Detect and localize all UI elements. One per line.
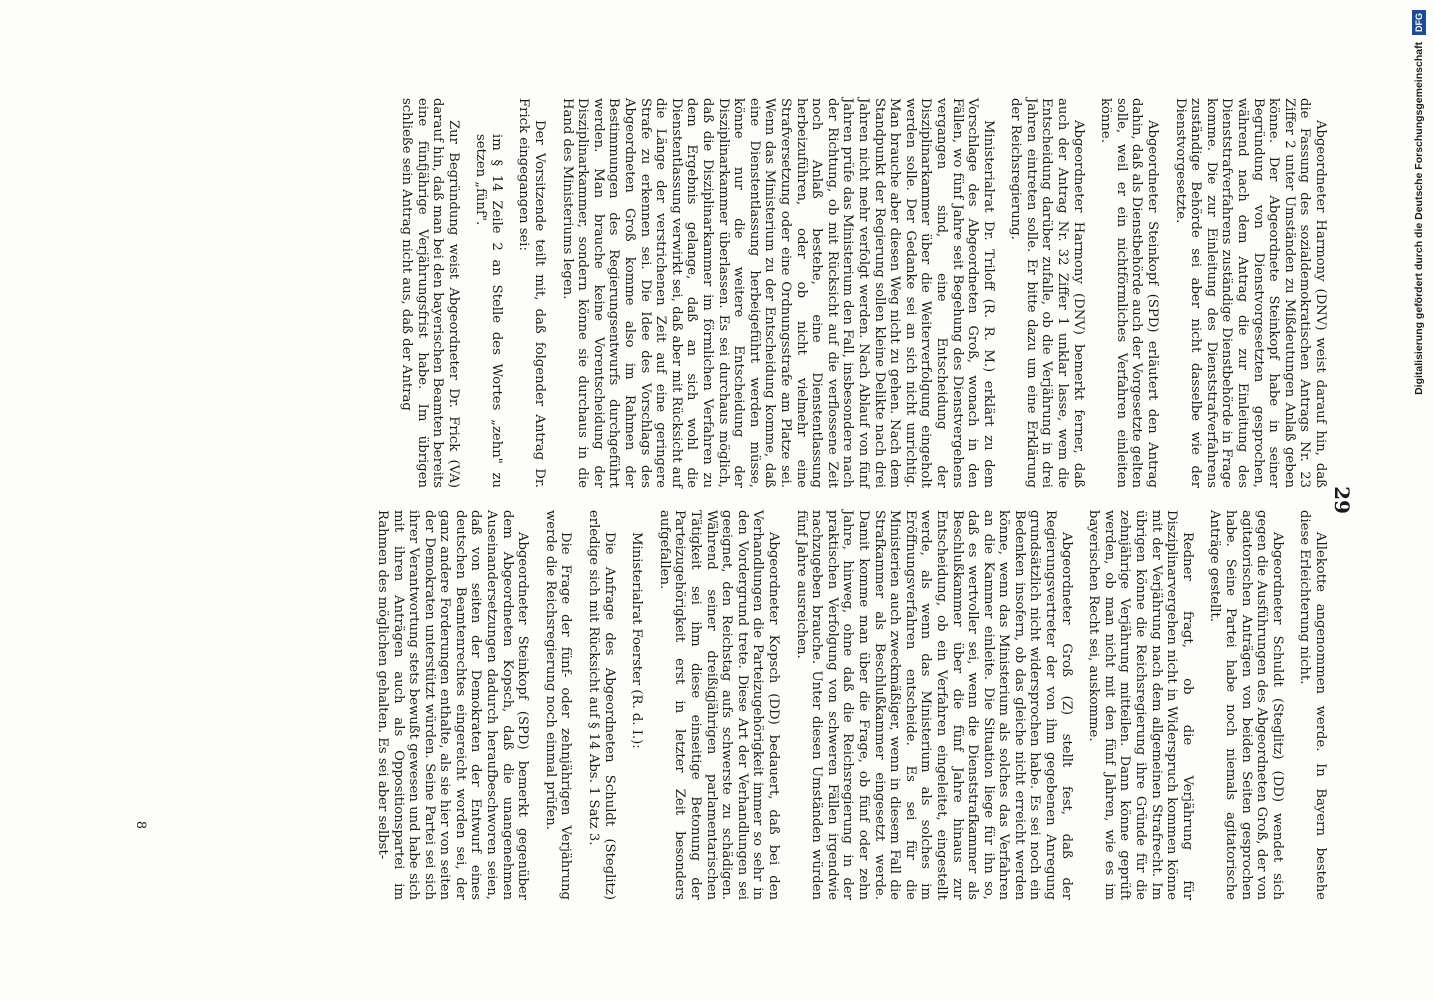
paragraph: Die Frage der fünf- oder zehnjährigen Verjährung werde die Reichsregierung noch einmal prüfen. <box>542 510 574 900</box>
quoted-motion: im § 14 Zeile 2 an Stelle des Wortes „zehn" zu setzen „fünf". <box>473 134 504 488</box>
paragraph: Abgeordneter Schuldt (Steglitz) (DD) wendet sich gegen die Ausführungen des Abgeordneten Groß, der von agitatorischen Anträgen von beiden Seiten gesprochen habe. Seine Partei habe noch niemals agitatorische Anträge gestellt. <box>1207 510 1285 900</box>
dfg-logo: DFG <box>1412 10 1426 35</box>
paragraph: Ministerialrat Foerster (R. d. I.): <box>629 532 645 749</box>
paragraph: Zur Begründung weist Abgeordneter Dr. Frick (VA) darauf hin, daß man bei den bayerischen Beamten bereits eine fünfjährige Verjährungsfrist habe. Im übrigen schließe sein Antrag nicht aus, daß der Antrag <box>398 98 461 488</box>
paragraph: Die Anfrage des Abgeordneten Schuldt (Steglitz) erledige sich mit Rücksicht auf § 14 Abs. 1 Satz 3. <box>586 510 617 900</box>
left-column <box>386 98 1328 488</box>
paragraph: Allekotte angenommen werde. In Bayern bestehe diese Erleichterung nicht. <box>1297 510 1328 900</box>
signature-mark: 8 <box>133 820 148 830</box>
right-column <box>362 510 1328 900</box>
paragraph: Ministerialrat Dr. Triloff (R. R. M.) erklärt zu dem Vorschlage des Abgeordneten Groß, wonach in den Fällen, wo fünf Jahre seit Begehung des Dienstvergehens vergangen sind, eine Entscheidung der Disziplinarkammer über die Weiterverfolgung eingeholt werden solle. Der Gedanke sei an sich nicht unrichtig. Man brauche aber diesen Weg nicht zu gehen. Nach dem Standpunkt der Regierung sollen kleine Delikte nach drei Jahren nicht mehr verfolgt werden. Nach Ablauf von fünf Jahren prüfe das Ministerium den Fall, insbesondere nach der Richtung, ob mit Rücksicht auf die verflossene Zeit noch Anlaß bestehe, eine Dienstentlassung herbeizuführen, oder ob nicht vielmehr eine Strafversetzung oder eine Ordnungsstrafe am Platze sei. Wenn das Ministerium zu der Entscheidung komme, daß eine Dienstentlassung herbeigeführt werden müsse, könne nur die weitere Entscheidung der Disziplinarkammer überlassen. Es sei durchaus möglich, daß die Disziplinarkammer im förmlichen Verfahren zu dem Ergebnis gelange, daß an sich wohl die Dienstentlassung verwirkt sei, daß aber mit Rücksicht auf die Länge der verstrichenen Zeit auf eine geringere Strafe zu erkennen sei. Die Idee des Vorschlags des Abgeordneten Groß komme also im Rahmen der Bestimmungen des Regierungsentwurfs durchgeführt werden. Man brauche keine Vorentscheidung der Disziplinarkammer, sondern könne sie durchaus in die Hand des Ministeriums legen. <box>559 98 996 488</box>
paragraph: Abgeordneter Groß (Z) stellt fest, daß der Regierungsvertreter der von ihm gegebenen Anregung grundsätzlich nicht widersprochen habe. Es sei noch ein Bedenken insofern, ob das gleiche nicht erreicht werden könne, wenn das Ministerium als solches das Verfahren an die Kammer einleite. Die Situation liege für ihn so, daß es wertvoller sei, wenn die Dienststrafkammer als Beschlußkammer über die fünf Jahre hinaus zur Entscheidung, ob ein Verfahren eingeleitet, eingestellt werde, als wenn das Ministerium als solches im Eröffnungsverfahren entscheide. Es sei für die Ministerien auch zweckmäßiger, wenn in diesem Fall die Strafkammer als Beschlußkammer eingesetzt werde. Damit komme man über die Frage, ob fünf oder zehn Jahre, hinweg, ohne daß die Reichsregierung in der praktischen Verfolgung von schweren Fällen irgendwie nachzugeben brauche. Unter diesen Umständen würden fünf Jahre ausreichen. <box>793 510 1074 900</box>
funding-notice <box>1408 10 1430 990</box>
paragraph: Redner fragt, ob die Verjährung für Disziplinarvergehen nicht in Widerspruch kommen könne mit der Verjährung nach dem allgemeinen Strafrecht. Im übrigen könne die Reichsregierung ihre Gründe für die zehnjährige Verjährung mitteilen. Dann könne geprüft werden, ob man nicht mit den fünf Jahren, wie es im bayerischen Recht sei, auskomme. <box>1086 510 1195 900</box>
paragraph: Abgeordneter Harmony (DNV) bemerkt ferner, daß auch der Antrag Nr. 32 Ziffer 1 unklar lasse, wem die Entscheidung darüber zufalle, ob die Verjährung in drei Jahren eintreten solle. Er bitte dazu um eine Erklärung der Reichsregierung. <box>1008 98 1086 488</box>
paragraph: Der Vorsitzende teilt mit, daß folgender Antrag Dr. Frick eingegangen sei: <box>516 98 548 488</box>
paragraph: Abgeordneter Harmony (DNV) weist darauf hin, daß die Fassung des sozialdemokratischen Antrags Nr. 23 Ziffer 2 unter Umständen zu Mißdeutungen Anlaß geben könne. Der Abgeordnete Steinkopf habe in seiner Begründung von Dienstvorgesetzten gesprochen, während nach dem Antrag die zur Einleitung des Dienststrafverfahrens zuständige Dienstbehörde in Frage komme. Die zur Einleitung des Dienststrafverfahrens zuständige Behörde sei aber nicht dasselbe wie der Dienstvorgesetzte. <box>1172 98 1328 488</box>
paragraph: Abgeordneter Steinkopf (SPD) erläutert den Antrag dahin, daß als Dienstbehörde auch der Vorgesetzte gelten solle, weil er ein nichtförmliches Verfahren einleiten könne. <box>1098 98 1161 488</box>
page-number: 29 <box>1330 486 1354 514</box>
paragraph: Abgeordneter Steinkopf (SPD) bemerkt gegenüber dem Abgeordneten Kopsch, daß die unangenehmen Auseinandersetzungen dadurch heraufbeschworen seien, daß von seiten der Demokraten der Entwurf eines deutschen Beamtenrechtes eingereicht worden sei, der ganz andere Forderungen enthalte, als sie hier von seiten der Demokraten unterstützt würden. Seine Partei sei sich ihrer Verantwortung stets bewußt gewesen und habe sich mit ihren Anträgen auch als Oppositionspartei im Rahmen des möglichen gehalten. Es sei aber selbst- <box>374 510 531 900</box>
funding-notice-text: Digitalisierung gefördert durch die Deutsche Forschungsgemeinschaft <box>1413 41 1425 395</box>
paragraph: Abgeordneter Kopsch (DD) bedauert, daß bei den Verhandlungen die Parteizugehörigkeit immer so sehr in den Vordergrund trete. Diese Art der Verhandlungen sei geeignet, den Reichstag aufs schwerste zu schädigen. Während seiner dreißigjährigen parlamentarischen Tätigkeit sei ihm diese einseitige Betonung der Parteizugehörigkeit erst in letzter Zeit besonders aufgefallen. <box>656 510 781 900</box>
